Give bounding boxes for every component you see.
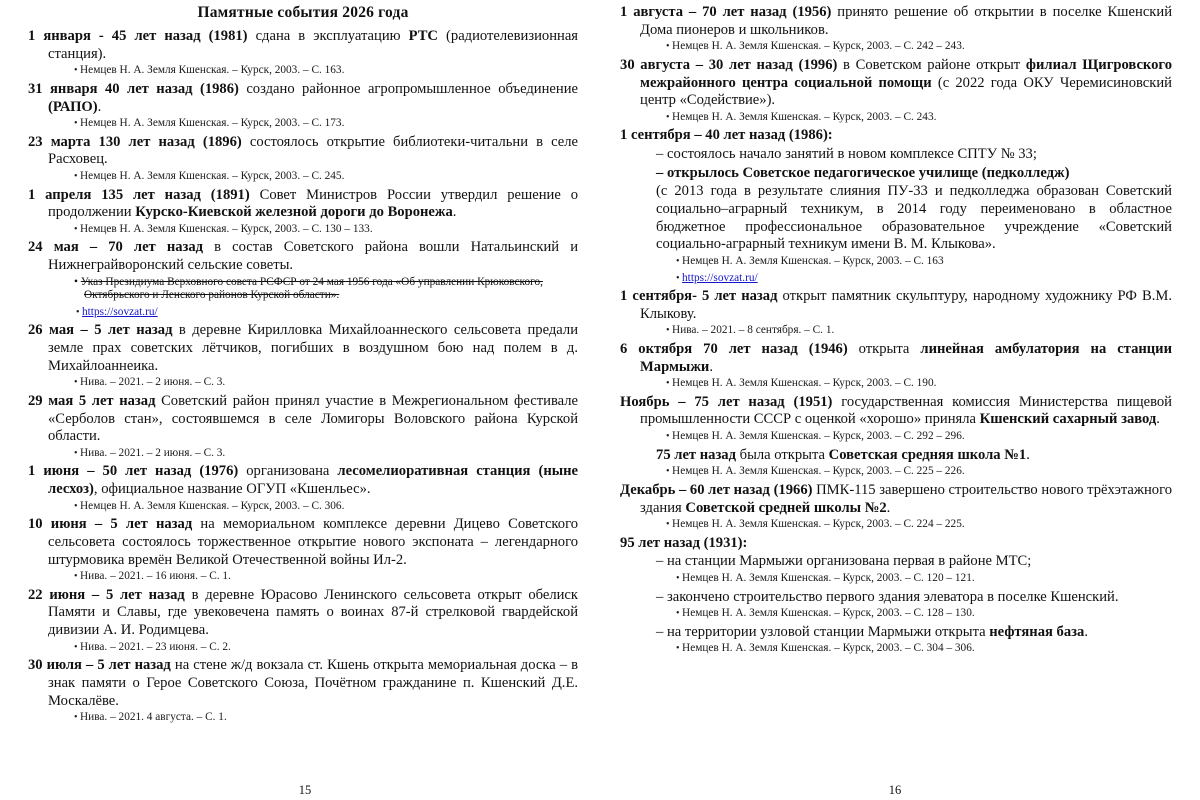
entry-paragraph xyxy=(620,341,1172,376)
entry-source xyxy=(28,376,578,390)
source-text: Немцев Н. А. Земля Кшенская. – Курск, 2003. – С. 304 – 306. xyxy=(682,642,975,655)
bullet-icon: • xyxy=(666,325,673,337)
entry-date: 1 сентября – 40 лет назад (1986): xyxy=(620,127,833,144)
entry-source xyxy=(28,570,578,584)
entry-item xyxy=(28,657,578,725)
source-link[interactable]: https://sovzat.ru/ xyxy=(682,271,758,284)
source-text: Немцев Н. А. Земля Кшенская. – Курск, 2003. – С. 306. xyxy=(80,499,345,512)
page-number-right: 16 xyxy=(888,783,902,797)
entry-body: Советский район принял участие в Межрегиональном фестивале «Серболов стан», состоявшемся в селе Ломигоры Воловского района Курской области. xyxy=(48,392,579,445)
entry-item xyxy=(28,187,578,237)
entry-emphasis: филиал Щигровского межрайонного центра социальной помощи xyxy=(640,56,1172,91)
entry-item xyxy=(28,134,578,184)
entry-item xyxy=(620,127,1172,285)
entry-date: 23 марта 130 лет назад (1896) xyxy=(28,133,242,150)
entry-body: в состав Советского района вошли Натальинский и Нижнеграйворонский сельские советы. xyxy=(48,239,579,274)
entry-item xyxy=(620,57,1172,125)
entry-source xyxy=(620,255,1172,269)
bullet-icon: • xyxy=(74,377,81,389)
entry-date: 1 января - 45 лет назад (1981) xyxy=(28,28,248,44)
entry-item xyxy=(28,393,578,461)
entry-date: 30 июля – 5 лет назад xyxy=(28,657,171,674)
entry-source xyxy=(620,465,1172,479)
entry-emphasis: Кшенский сахарный завод xyxy=(979,411,1157,428)
entry-source xyxy=(620,642,1172,656)
entry-date: 26 мая – 5 лет назад xyxy=(28,322,173,339)
entry-item xyxy=(620,394,1172,444)
entry-source xyxy=(28,447,578,461)
entry-date: Декабрь – 60 лет назад (1966) xyxy=(620,481,813,498)
source-text: Немцев Н. А. Земля Кшенская. – Курск, 2003. – С. 224 – 225. xyxy=(672,518,965,531)
entry-paragraph xyxy=(28,463,578,498)
entry-source xyxy=(620,430,1172,444)
entry-emphasis: Курско-Киевской железной дороги до Воронежа xyxy=(135,204,453,221)
entry-link-row xyxy=(620,272,1172,286)
bullet-icon: • xyxy=(74,118,81,130)
entry-subline-continuation: (с 2013 года в результате слияния ПУ-33 и педколледжа образован Советский социально–аграрный техникум, в 2014 году переименовано в областное бюджетное профессиональное образовательное учреждение «Советский социально-аграрный техникум имени В. М. Клыкова». xyxy=(656,183,1172,253)
entry-body: была открыта xyxy=(736,446,829,463)
entry-subline: – состоялось начало занятий в новом комплексе СПТУ № 33; xyxy=(656,146,1037,163)
page-number-left: 15 xyxy=(298,783,312,797)
bullet-icon: • xyxy=(676,608,683,620)
entry-rest: . xyxy=(1156,411,1160,428)
entry-item xyxy=(620,288,1172,338)
entry-rest: . xyxy=(452,204,457,221)
entry-body: в деревне Юрасово Ленинского сельсовета открыт обелиск Памяти и Славы, где увековечена память о воинах 87-й стрелковой гвардейской дивизии А. И. Родимцева. xyxy=(48,586,579,639)
entry-rest: . xyxy=(97,98,102,115)
entry-source xyxy=(28,117,578,131)
entry-body: принято решение об открытии в поселке Кшенский Дома пионеров и школьников. xyxy=(640,4,1173,38)
entry-date: Ноябрь – 75 лет назад (1951) xyxy=(620,393,833,410)
entry-date: 1 июня – 50 лет назад (1976) xyxy=(28,463,239,480)
entry-source xyxy=(28,641,578,655)
bullet-icon: • xyxy=(74,641,81,653)
entry-body: на стене ж/д вокзала ст. Кшень открыта мемориальная доска – в знак памяти о Герое Советского Союза, Почётном гражданине п. Кшенский Д.Е. Москалёве. xyxy=(48,657,579,709)
entry-source xyxy=(620,377,1172,391)
entry-source xyxy=(28,170,578,184)
source-text: Нива. – 2021. – 2 июня. – С. 3. xyxy=(80,446,226,459)
entry-paragraph xyxy=(28,393,578,446)
entry-paragraph xyxy=(620,535,1172,553)
entry-paragraph xyxy=(28,657,578,710)
source-text: Немцев Н. А. Земля Кшенская. – Курск, 2003. – С. 190. xyxy=(672,377,937,390)
entry-rest: , официальное название ОГУП «Кшенльес». xyxy=(93,481,371,498)
entry-item xyxy=(28,463,578,513)
entry-body: на мемориальном комплексе деревни Дицево Советского сельсовета состоялось торжественное открытие нового экспоната – легендарного штурмовика времён Великой Отечественной войны Ил-2. xyxy=(48,516,579,568)
entry-subline: – на станции Мармыжи организована первая в районе МТС; xyxy=(656,553,1032,570)
entry-paragraph xyxy=(620,127,1172,145)
bullet-icon: • xyxy=(666,519,673,531)
entry-link-row xyxy=(28,306,578,320)
entry-item xyxy=(28,516,578,584)
source-text: Нива. – 2021. – 8 сентября. – С. 1. xyxy=(672,324,835,337)
entry-body: ПМК-115 завершено строительство нового трёхэтажного здания xyxy=(640,481,1172,516)
entry-rest: . xyxy=(886,499,891,516)
source-text: Немцев Н. А. Земля Кшенская. – Курск, 2003. – С. 130 – 133. xyxy=(80,222,373,235)
entry-date: 1 сентября- 5 лет назад xyxy=(620,288,778,305)
entry-emphasis: Советская средняя школа №1 xyxy=(828,446,1027,463)
bullet-icon: • xyxy=(676,643,683,655)
source-text: Немцев Н. А. Земля Кшенская. – Курск, 2003. – С. 225 – 226. xyxy=(672,465,965,478)
entry-rest: . xyxy=(709,358,713,375)
entry-rest: . xyxy=(1026,446,1030,463)
entry-paragraph xyxy=(620,57,1172,110)
entry-source xyxy=(620,40,1172,54)
entry-body: Совет Министров России утвердил решение о продолжении xyxy=(48,186,578,221)
source-link[interactable]: https://sovzat.ru/ xyxy=(82,305,158,318)
bullet-icon: • xyxy=(666,378,673,390)
right-column xyxy=(600,4,1190,800)
entry-body: сдана в эксплуатацию xyxy=(247,28,409,44)
entry-date: 75 лет назад xyxy=(656,446,736,463)
entry-subline-emphasis: – открылось Советское педагогическое училище (педколледж) xyxy=(656,164,1070,181)
entry-item xyxy=(28,322,578,390)
entry-date: 29 мая 5 лет назад xyxy=(28,392,156,409)
entry-date: 10 июня – 5 лет назад xyxy=(28,516,193,533)
entry-emphasis: (РАПО) xyxy=(48,98,98,115)
entry-body: состоялось открытие библиотеки-читальни в селе Расховец. xyxy=(48,133,579,168)
entry-item xyxy=(620,535,1172,656)
bullet-icon: • xyxy=(74,712,81,724)
bullet-icon: • xyxy=(76,306,83,318)
source-text: Немцев Н. А. Земля Кшенская. – Курск, 2003. – С. 245. xyxy=(80,170,345,183)
entry-paragraph xyxy=(620,482,1172,517)
source-text: Немцев Н. А. Земля Кшенская. – Курск, 2003. – С. 163. xyxy=(80,64,345,77)
entry-date: 6 октября 70 лет назад (1946) xyxy=(620,340,848,357)
source-text: Немцев Н. А. Земля Кшенская. – Курск, 2003. – С. 163 xyxy=(682,254,944,267)
entry-paragraph xyxy=(620,288,1172,323)
entry-body: открыт памятник скульптуру, народному художнику РФ В.М. Клыкову. xyxy=(640,288,1172,322)
entry-paragraph xyxy=(28,134,578,169)
entry-note xyxy=(28,276,578,303)
entry-subline: – на территории узловой станции Мармыжи открыта нефтяная база. xyxy=(656,623,1088,640)
source-text: Немцев Н. А. Земля Кшенская. – Курск, 2003. – С. 292 – 296. xyxy=(672,430,965,443)
entry-date: 30 августа – 30 лет назад (1996) xyxy=(620,56,838,73)
left-column xyxy=(10,4,600,800)
bullet-icon: • xyxy=(666,111,673,123)
entry-paragraph xyxy=(620,4,1172,39)
entry-date: 24 мая – 70 лет назад xyxy=(28,239,204,256)
bullet-icon: • xyxy=(676,573,683,585)
source-text: Немцев Н. А. Земля Кшенская. – Курск, 2003. – С. 128 – 130. xyxy=(682,607,975,620)
entry-subline: – закончено строительство первого здания элеватора в поселке Кшенский. xyxy=(656,588,1119,605)
note-text: Указ Президиума Верховного совета РСФСР от 24 мая 1956 года «Об управлении Крюковского, Октябрьского и Ленского районов Курской области». xyxy=(80,275,543,302)
entry-body: государственная комиссия Министерства пищевой промышленности СССР с оценкой «хорошо» приняла xyxy=(640,393,1172,428)
entry-emphasis: линейная амбулатория на станции Мармыжи xyxy=(640,340,1173,375)
entry-paragraph xyxy=(28,239,578,274)
entry-item xyxy=(28,81,578,131)
bullet-icon: • xyxy=(74,571,81,583)
entry-paragraph xyxy=(28,322,578,375)
bullet-icon: • xyxy=(676,272,683,284)
source-text: Немцев Н. А. Земля Кшенская. – Курск, 2003. – С. 120 – 121. xyxy=(682,572,975,585)
entry-emphasis: РТС xyxy=(408,28,438,44)
entry-date: 22 июня – 5 лет назад xyxy=(28,586,185,603)
bullet-icon: • xyxy=(74,65,81,77)
bullet-icon: • xyxy=(676,255,683,267)
entry-source xyxy=(28,64,578,78)
entry-source xyxy=(620,324,1172,338)
bullet-icon: • xyxy=(666,41,673,53)
bullet-icon: • xyxy=(666,466,673,478)
entry-paragraph xyxy=(28,587,578,640)
entry-date: 95 лет назад (1931): xyxy=(620,534,748,551)
entry-source xyxy=(28,500,578,514)
entry-source xyxy=(28,223,578,237)
source-text: Нива. – 2021. 4 августа. – С. 1. xyxy=(80,711,227,724)
entry-paragraph xyxy=(28,81,578,116)
source-text: Немцев Н. А. Земля Кшенская. – Курск, 2003. – С. 243. xyxy=(672,110,937,123)
bullet-icon: • xyxy=(74,223,81,235)
entry-source xyxy=(28,711,578,725)
source-text: Немцев Н. А. Земля Кшенская. – Курск, 2003. – С. 242 – 243. xyxy=(672,40,965,53)
bullet-icon: • xyxy=(666,431,673,443)
entry-item xyxy=(28,28,578,78)
entry-item xyxy=(28,587,578,655)
entry-source xyxy=(620,607,1172,621)
entry-paragraph xyxy=(620,394,1172,429)
entry-body: организована xyxy=(238,463,338,480)
entry-date: 1 августа – 70 лет назад (1956) xyxy=(620,4,832,20)
entry-item xyxy=(28,239,578,319)
entry-subline-emphasis: нефтяная база xyxy=(989,623,1085,640)
bullet-icon: • xyxy=(74,500,81,512)
entry-date: 31 января 40 лет назад (1986) xyxy=(28,80,239,97)
entry-paragraph xyxy=(28,516,578,569)
entry-paragraph xyxy=(28,28,578,63)
source-text: Немцев Н. А. Земля Кшенская. – Курск, 2003. – С. 173. xyxy=(80,117,345,130)
bullet-icon: • xyxy=(74,447,81,459)
entry-source xyxy=(620,111,1172,125)
source-text: Нива. – 2021. – 16 июня. – С. 1. xyxy=(80,570,231,583)
entry-body: создано районное агропромышленное объединение xyxy=(238,80,579,97)
entry-item xyxy=(620,4,1172,54)
page-title: Памятные события 2026 года xyxy=(197,4,409,21)
entry-emphasis: Советской средней школы №2 xyxy=(685,499,887,516)
entry-rest: (с 2022 года ОКУ Черемисиновский центр «Содействие»). xyxy=(640,74,1172,109)
entry-date: 1 апреля 135 лет назад (1891) xyxy=(28,186,250,203)
entry-body: в Советском районе открыт xyxy=(837,56,1026,73)
entry-paragraph xyxy=(620,447,1172,465)
bullet-icon: • xyxy=(74,275,81,288)
entry-body: открыта xyxy=(847,340,921,357)
entry-subline xyxy=(620,165,1172,183)
entry-source xyxy=(620,572,1172,586)
entry-body: в деревне Кирилловка Михайлоаннеского сельсовета предали земле прах советских лётчиков, погибших в воздушном бою над полем в д. Михайлоаннеика. xyxy=(48,322,579,374)
entry-source xyxy=(620,518,1172,532)
entry-item xyxy=(620,341,1172,391)
entry-item xyxy=(620,447,1172,479)
entry-emphasis: лесомелиоративная станция (ныне лесхоз) xyxy=(48,463,579,498)
source-text: Нива. – 2021. – 23 июня. – С. 2. xyxy=(80,640,231,653)
entry-rest: (радиотелевизионная станция). xyxy=(48,28,579,62)
bullet-icon: • xyxy=(74,171,81,183)
entry-paragraph xyxy=(28,187,578,222)
source-text: Нива. – 2021. – 2 июня. – С. 3. xyxy=(80,376,226,389)
entry-item xyxy=(620,482,1172,532)
